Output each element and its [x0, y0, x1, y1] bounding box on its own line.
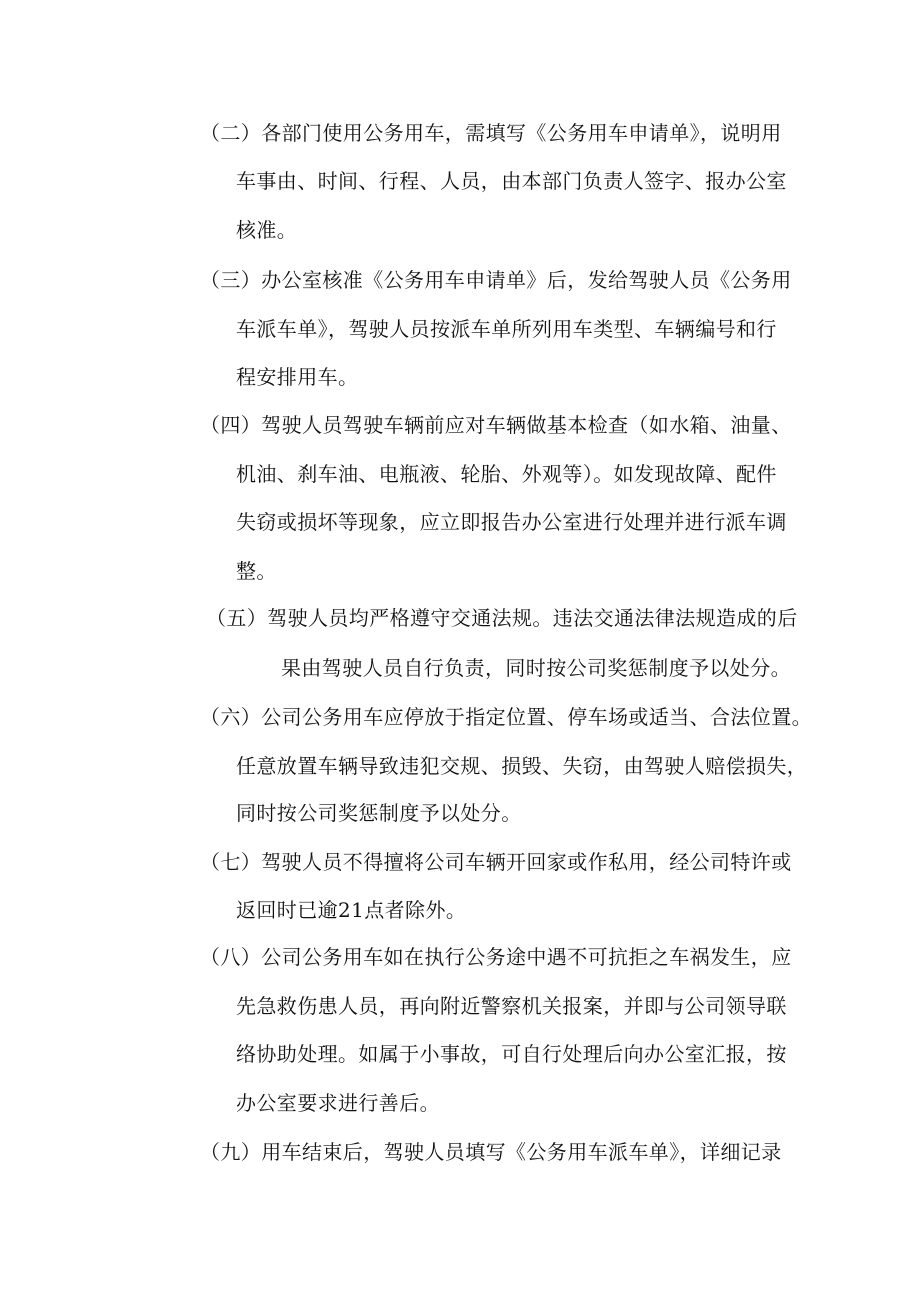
text-line: （六）公司公务用车应停放于指定位置、停车场或适当、合法位置。 [200, 705, 812, 729]
text-line: 机油、刹车油、电瓶液、轮胎、外观等）。如发现故障、配件 [236, 462, 777, 486]
text-line: 办公室要求进行善后。 [236, 1091, 440, 1115]
text-line: 整。 [236, 559, 277, 583]
text-line: 程安排用车。 [236, 365, 359, 389]
text-line: 先急救伤患人员，再向附近警察机关报案，并即与公司领导联 [236, 994, 787, 1018]
text-line: （七）驾驶人员不得擅将公司车辆开回家或作私用，经公司特许或 [200, 850, 792, 874]
text-line: 核准。 [236, 218, 298, 242]
text-line: （八）公司公务用车如在执行公务途中遇不可抗拒之车祸发生，应 [200, 945, 792, 969]
text-line: 车事由、时间、行程、人员，由本部门负责人签字、报办公室 [236, 169, 787, 193]
text-line: （九）用车结束后，驾驶人员填写《公务用车派车单》，详细记录 [200, 1140, 782, 1164]
text-line: 车派车单》，驾驶人员按派车单所列用车类型、车辆编号和行 [236, 317, 777, 341]
text-line: 任意放置车辆导致违犯交规、损毁、失窃，由驾驶人赔偿损失， [236, 754, 808, 778]
text-line: 络协助处理。如属于小事故，可自行处理后向办公室汇报，按 [236, 1042, 787, 1066]
text-line: （三）办公室核准《公务用车申请单》后，发给驾驶人员《公务用 [200, 268, 792, 292]
text-line: （五）驾驶人员均严格遵守交通法规。违法交通法律法规造成的后 [206, 606, 798, 630]
text-line: 果由驾驶人员自行负责，同时按公司奖惩制度予以处分。 [281, 656, 791, 680]
text-line: 返回时已逾21点者除外。 [236, 898, 467, 922]
text-line: （二）各部门使用公务用车，需填写《公务用车申请单》，说明用 [200, 121, 782, 145]
text-line: 同时按公司奖惩制度予以处分。 [236, 801, 522, 825]
text-line: （四）驾驶人员驾驶车辆前应对车辆做基本检查（如水箱、油量、 [200, 413, 792, 437]
text-line: 失窃或损坏等现象，应立即报告办公室进行处理并进行派车调 [236, 510, 787, 534]
